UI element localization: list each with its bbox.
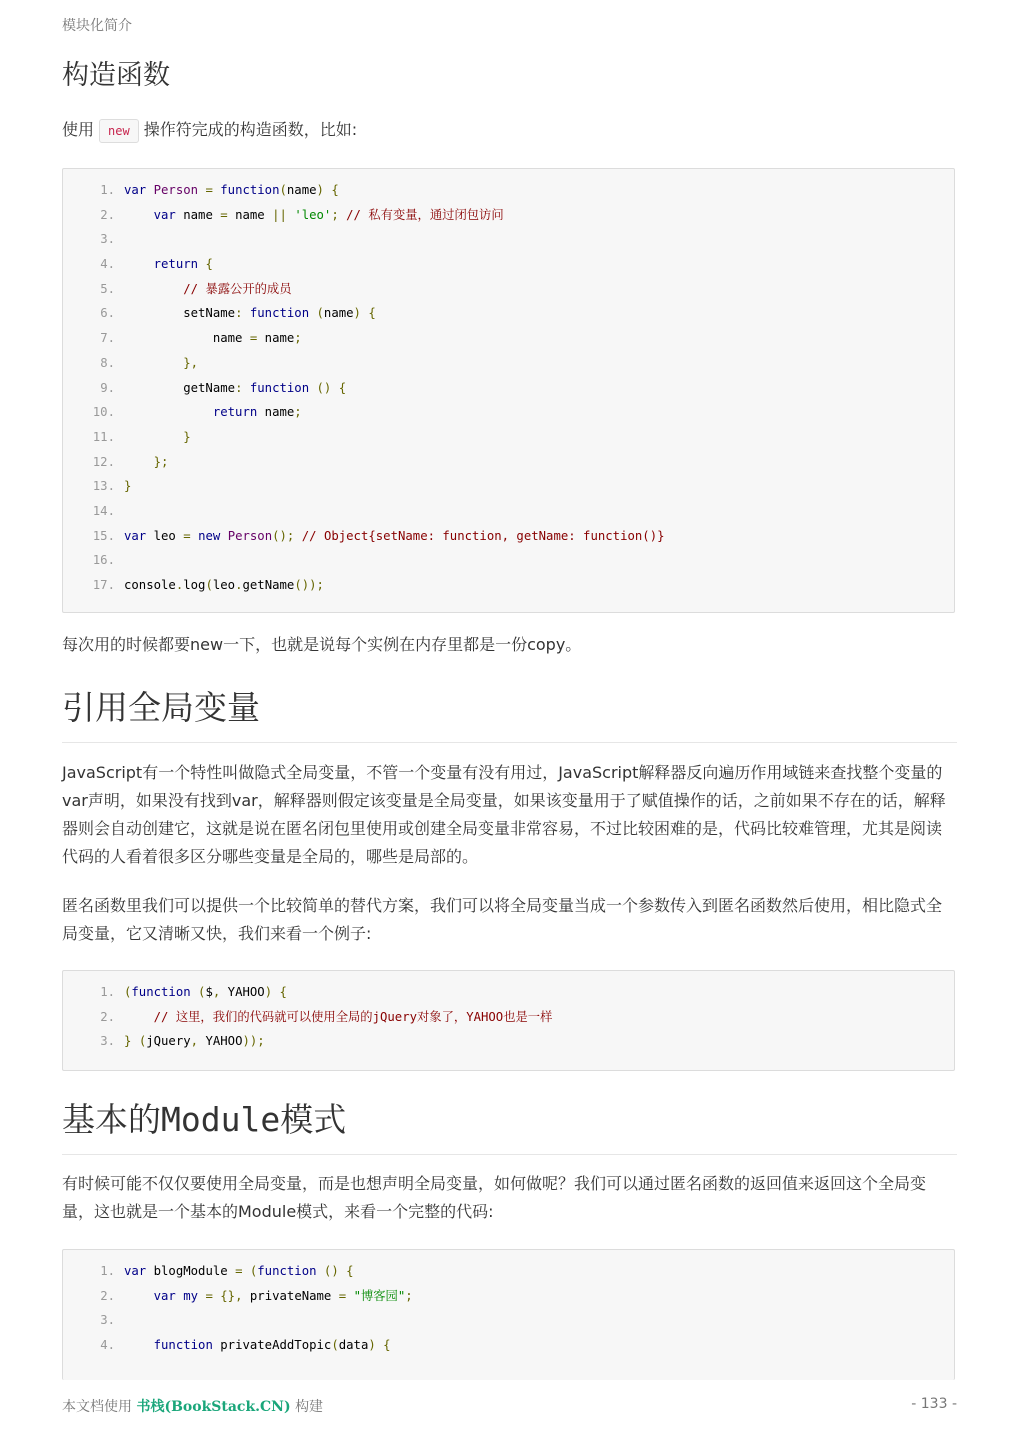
code-line — [63, 1259, 954, 1284]
line-number: 2. — [100, 1009, 115, 1024]
module-paragraph: 有时候可能不仅仅要使用全局变量，而是也想声明全局变量，如何做呢？我们可以通过匿名函数的返回值来返回这个全局变量，这也就是一个基本的Module模式，来看一个完整的代码: — [62, 1174, 927, 1221]
line-number: 16. — [92, 553, 115, 568]
code-text: } (jQuery, YAHOO)); — [124, 1034, 265, 1049]
code-text: var my = {}, privateName = "博客园"; — [153, 1288, 413, 1303]
code-block-global — [62, 970, 955, 1071]
module-title-mono: Module — [161, 1100, 281, 1139]
code-line — [63, 1284, 954, 1309]
code-text: return { — [153, 257, 213, 272]
code-text: }, — [183, 355, 199, 370]
code-line — [63, 326, 954, 351]
code-line — [63, 548, 954, 573]
module-title-prefix: 基本的 — [62, 1100, 161, 1139]
code-line — [63, 227, 954, 252]
line-number: 17. — [92, 578, 115, 592]
line-number: 3. — [100, 232, 115, 247]
line-number: 7. — [100, 331, 115, 346]
code-block-constructor — [62, 168, 955, 613]
code-line — [63, 1333, 954, 1358]
code-line — [63, 524, 954, 549]
code-line — [63, 425, 954, 450]
line-number: 1. — [100, 183, 115, 197]
line-number: 10. — [92, 405, 115, 420]
code-line — [63, 573, 954, 598]
code-text: }; — [153, 454, 169, 469]
page-number: - 133 - — [911, 1396, 957, 1412]
code-text: getName: function () { — [124, 380, 347, 395]
code-text: var blogModule = (function () { — [124, 1264, 354, 1278]
footer-brand-link[interactable]: 书栈(BookStack.CN) — [136, 1399, 291, 1415]
line-number: 12. — [92, 454, 115, 469]
code-text: var name = name || 'leo'; // 私有变量，通过闭包访问 — [153, 207, 504, 222]
code-block-module — [62, 1249, 955, 1380]
code-text: var Person = function(name) { — [124, 183, 339, 197]
line-number: 3. — [100, 1034, 115, 1049]
section-title-module — [62, 1098, 957, 1155]
code-line — [63, 1308, 954, 1333]
code-line — [63, 178, 954, 203]
code-text: // 这里，我们的代码就可以使用全局的jQuery对象了，YAHOO也是一样 — [153, 1009, 553, 1024]
code-line — [63, 499, 954, 524]
running-head: 模块化简介 — [62, 18, 132, 34]
code-text: var leo = new Person(); // Object{setName: function, getName: function()} — [124, 528, 665, 543]
code-text: name = name; — [124, 331, 302, 346]
line-number: 1. — [100, 1264, 115, 1278]
footer-prefix: 本文档使用 — [62, 1399, 132, 1415]
code-line — [63, 450, 954, 475]
section-title-constructor: 构造函数 — [62, 60, 170, 91]
code-text: setName: function (name) { — [124, 306, 376, 321]
code-line — [63, 400, 954, 425]
footer-credit — [62, 1396, 323, 1416]
line-number: 4. — [100, 257, 115, 272]
line-number: 11. — [92, 429, 115, 444]
line-number: 4. — [100, 1338, 115, 1353]
code-text: function privateAddTopic(data) { — [153, 1338, 391, 1353]
inline-code-new: new — [99, 119, 139, 143]
code-line — [63, 474, 954, 499]
line-number: 2. — [100, 207, 115, 222]
code-text: } — [124, 479, 132, 494]
section-title-global: 引用全局变量 — [62, 686, 957, 743]
code-line — [63, 980, 954, 1005]
line-number: 8. — [100, 355, 115, 370]
line-number: 1. — [100, 985, 115, 999]
line-number: 9. — [100, 380, 115, 395]
code-line — [63, 301, 954, 326]
code-line — [63, 351, 954, 376]
line-number: 6. — [100, 306, 115, 321]
code-line — [63, 277, 954, 302]
constructor-after-text: 每次用的时候都要new一下，也就是说每个实例在内存里都是一份copy。 — [62, 635, 582, 654]
footer-suffix: 构建 — [295, 1399, 324, 1415]
line-number: 5. — [100, 281, 115, 296]
global-paragraph-1: JavaScript有一个特性叫做隐式全局变量，不管一个变量有没有用过，JavaScript解释器反向遍历作用域链来查找整个变量的var声明，如果没有找到var，解释器则假定该变量是全局变量，如果该变量用于了赋值操作的话，之前如果不存在的话，解释器则会自动创建它，这就是说在匿名闭包里使用或创建全局变量非常容易，不过比较困难的是，代码比较难管理，尤其是阅读代码的人看着很多区分哪些变量是全局的，哪些是局部的。 — [62, 763, 946, 866]
global-paragraph-2: 匿名函数里我们可以提供一个比较简单的替代方案，我们可以将全局变量当成一个参数传入到匿名函数然后使用，相比隐式全局变量，它又清晰又快，我们来看一个例子: — [62, 896, 943, 943]
line-number: 13. — [92, 479, 115, 494]
code-text: } — [183, 429, 191, 444]
code-line — [63, 203, 954, 228]
code-line — [63, 252, 954, 277]
intro-text-after: 操作符完成的构造函数，比如: — [143, 120, 358, 139]
line-number: 2. — [100, 1288, 115, 1303]
intro-text-before: 使用 — [62, 120, 95, 139]
code-text: return name; — [212, 405, 302, 420]
code-line — [63, 1005, 954, 1030]
constructor-intro — [62, 116, 954, 144]
code-text: // 暴露公开的成员 — [183, 281, 292, 296]
line-number: 3. — [100, 1313, 115, 1328]
module-title-suffix: 模式 — [280, 1100, 347, 1139]
line-number: 15. — [92, 528, 115, 543]
code-line — [63, 376, 954, 401]
line-number: 14. — [92, 503, 115, 518]
code-text: (function ($, YAHOO) { — [124, 985, 287, 999]
code-line — [63, 1029, 954, 1054]
code-text: console.log(leo.getName()); — [124, 578, 324, 592]
